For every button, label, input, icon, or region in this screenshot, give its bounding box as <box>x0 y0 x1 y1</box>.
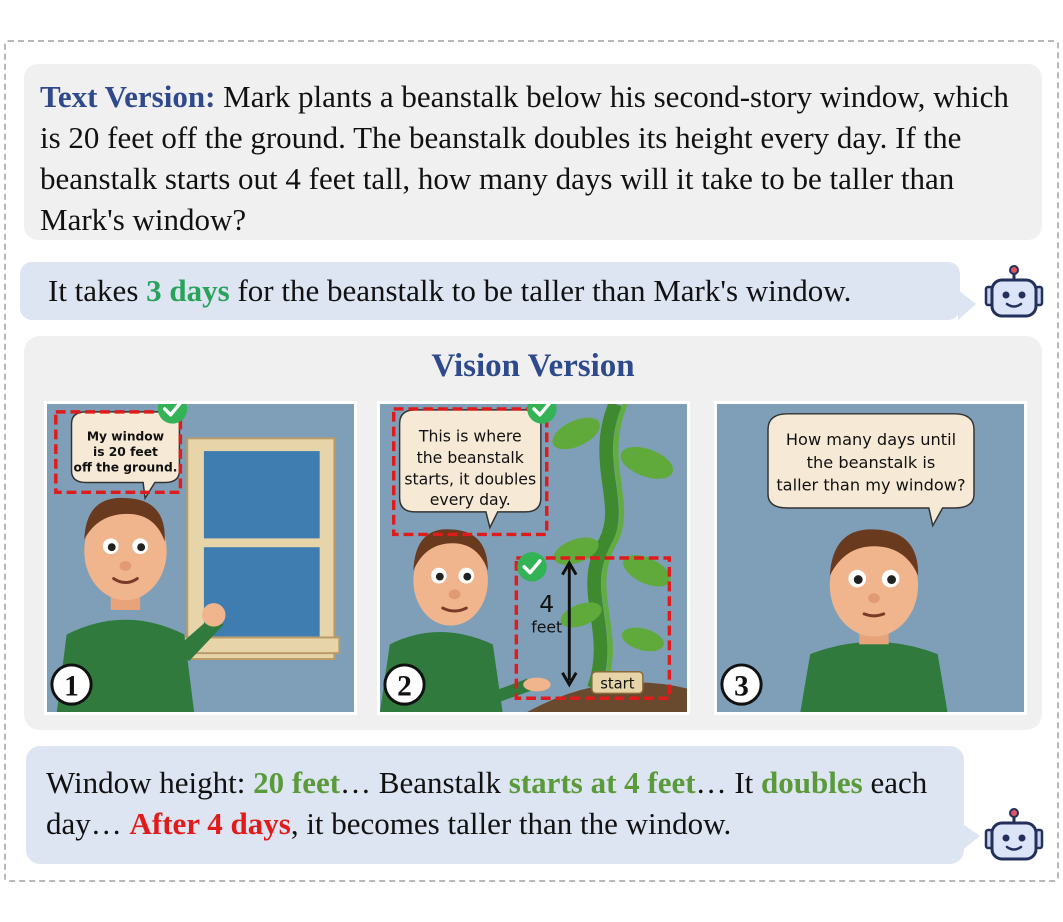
bubble-line: taller than my window? <box>776 475 966 495</box>
bubble-line: starts, it doubles <box>404 469 537 489</box>
panel-number: 1 <box>64 670 79 703</box>
comic-panel-3 <box>714 401 1027 715</box>
comic-panel-1 <box>44 401 357 715</box>
bubble-line: is 20 feet <box>93 444 158 459</box>
text-answer-highlight: 3 days <box>146 273 230 308</box>
bubble-tail <box>958 290 976 320</box>
vision-version-title: Vision Version <box>431 348 635 384</box>
vision-answer-part: each day… <box>46 765 928 841</box>
text-version-body: Mark plants a beanstalk below his second-story window, which is 20 feet off the ground. The beanstalk doubles its height every day. If the beanstalk starts out 4 feet tall, how many days will it take to be taller than Mark's window? <box>40 79 1009 237</box>
robot-icon <box>982 265 1046 321</box>
bubble-line: How many days until <box>785 430 957 450</box>
text-answer-suffix: for the beanstalk to be taller than Mark's window. <box>229 273 852 308</box>
measure-unit: feet <box>531 617 563 637</box>
text-answer-prefix: It takes <box>48 273 147 308</box>
bubble-line: This is where <box>418 426 522 446</box>
bubble-line: off the ground. <box>73 460 178 475</box>
text-version-label: Text Version: <box>40 79 216 114</box>
panel-number: 3 <box>734 670 749 703</box>
bubble-line: the beanstalk is <box>806 452 936 472</box>
text-answer-bubble <box>20 262 960 320</box>
vision-answer-evidence: starts at 4 feet <box>508 765 696 800</box>
bubble-line: every day. <box>429 490 511 510</box>
panel-number: 2 <box>397 670 412 703</box>
bubble-line: My window <box>86 429 165 444</box>
vision-answer-bubble <box>26 746 964 864</box>
check-icon <box>517 552 546 581</box>
vision-answer-part: , it becomes taller than the window. <box>290 806 732 841</box>
vision-answer-part: … It <box>695 765 762 800</box>
vision-answer-part: … Beanstalk <box>340 765 509 800</box>
vision-answer-evidence: 20 feet <box>253 765 341 800</box>
start-label: start <box>600 675 635 693</box>
measure-value: 4 <box>539 589 555 618</box>
bubble-line: the beanstalk <box>416 447 524 467</box>
text-version-box <box>24 64 1042 240</box>
robot-icon <box>982 808 1046 864</box>
bubble-tail <box>960 822 980 852</box>
vision-answer-part: Window height: <box>46 765 254 800</box>
vision-answer-error: After 4 days <box>129 806 291 841</box>
comic-panel-2 <box>377 401 690 715</box>
vision-answer-evidence: doubles <box>761 765 863 800</box>
